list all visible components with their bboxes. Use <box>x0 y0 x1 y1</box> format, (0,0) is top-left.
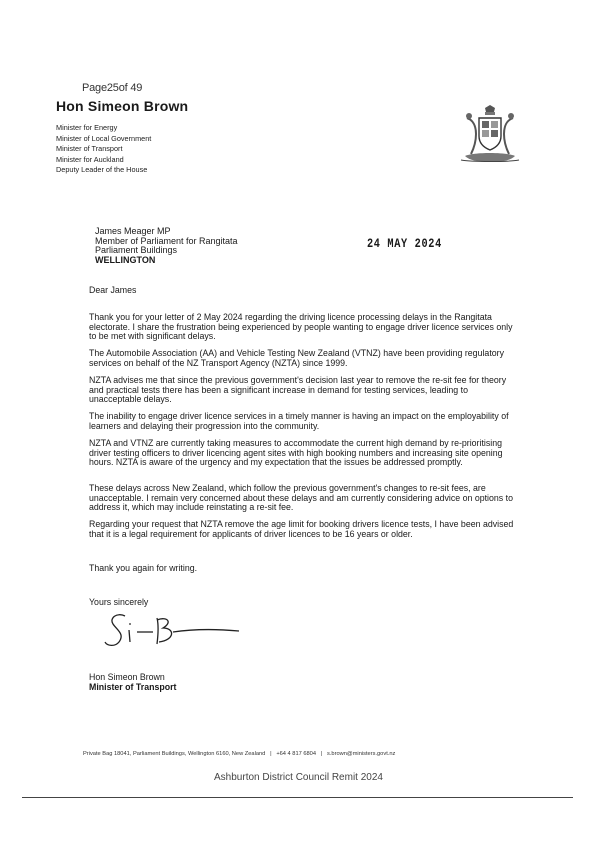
signatory-name: Hon Simeon Brown <box>89 672 165 682</box>
addressee-block <box>95 227 238 265</box>
paragraph: NZTA advises me that since the previous government's decision last year to remove the re-sit fee for theory and practical tests there has been a significant increase in demand for testing services, leading to unacceptable delays. <box>89 375 507 404</box>
paragraph: Thank you for your letter of 2 May 2024 regarding the driving licence processing delays in the Rangitata electorate. I share the frustration being experienced by people wanting to engage driver licence services only to be met with significant delays. <box>89 312 513 341</box>
salutation: Dear James <box>89 285 137 295</box>
signatory-block <box>89 672 177 692</box>
role-line: Minister for Energy <box>56 123 118 132</box>
footer-phone: +64 4 817 6804 <box>276 751 317 757</box>
paragraph: These delays across New Zealand, which follow the previous government's changes to re-sit fees, are unacceptable. I remain very concerned about these delays and am currently considering advice on options to address it, which may include reinstating a re-sit fee. <box>89 483 513 512</box>
minister-name: Hon Simeon Brown <box>56 98 189 114</box>
role-line: Minister of Transport <box>56 144 123 154</box>
signatory-title: Minister of Transport <box>89 682 177 692</box>
addressee-name: James Meager MP <box>95 226 171 236</box>
letterhead-footer <box>83 751 395 757</box>
paragraph: Regarding your request that NZTA remove the age limit for booking drivers licence tests, I have been advised that it is a legal requirement for applicants of driver licences to be 16 years or older. <box>89 519 514 539</box>
page-number: Page25of 49 <box>82 82 143 94</box>
date-stamp: 24 MAY 2024 <box>367 237 442 251</box>
paragraph: The Automobile Association (AA) and Vehicle Testing New Zealand (VTNZ) have been providing regulatory services on behalf of the NZ Transport Agency (NZTA) since 1999. <box>89 348 504 368</box>
remit-label: Ashburton District Council Remit 2024 <box>214 772 383 783</box>
closing-thanks: Thank you again for writing. <box>89 563 198 573</box>
divider-line <box>22 797 573 798</box>
footer-email: s.brown@ministers.govt.nz <box>327 751 396 757</box>
footer-address: Private Bag 18041, Parliament Buildings, Wellington 6160, New Zealand <box>83 751 266 757</box>
handwritten-signature <box>99 608 249 648</box>
role-line: Deputy Leader of the House <box>56 165 148 175</box>
nz-coat-of-arms-icon <box>455 104 525 166</box>
footer-separator: | <box>270 751 272 757</box>
minister-roles <box>56 123 151 176</box>
paragraph: NZTA and VTNZ are currently taking measures to accommodate the current high demand by re-prioritising driver testing officers to driver licencing agent sites with high booking numbers and increasing site opening hours. NZTA is aware of the urgency and my expectation that the issues be addressed promptly. <box>89 438 503 467</box>
addressee-building: Parliament Buildings <box>95 245 178 256</box>
addressee-title: Member of Parliament for Rangitata <box>95 235 238 246</box>
paragraph: The inability to engage driver licence services in a timely manner is having an impact on the employability of learners and delaying their progression into the community. <box>89 411 509 431</box>
role-line: Minister for Auckland <box>56 154 124 164</box>
footer-separator: | <box>320 751 323 757</box>
addressee-city: WELLINGTON <box>95 254 156 265</box>
closing: Yours sincerely <box>89 597 149 607</box>
role-line: Minister of Local Government <box>56 133 152 143</box>
